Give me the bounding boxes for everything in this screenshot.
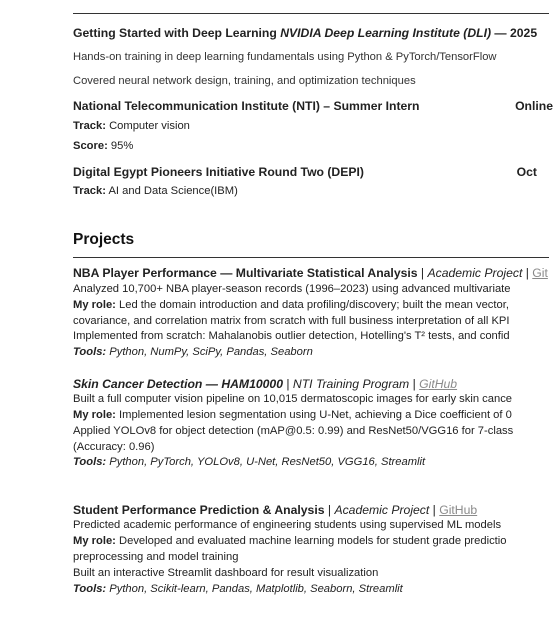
track-label: Track: <box>73 120 106 132</box>
project-title: NBA Player Performance — Multivariate Statistical Analysis <box>73 266 418 280</box>
project-description: Built a full computer vision pipeline on 10,015 dermatoscopic images for early skin cance <box>73 393 513 405</box>
project-context: Academic Project <box>427 266 523 280</box>
track-label: Track: <box>73 185 106 197</box>
cert-title: Digital Egypt Pioneers Initiative Round Two (DEPI) <box>73 165 364 179</box>
section-divider <box>73 257 549 258</box>
github-link[interactable]: Git <box>532 266 548 280</box>
cert-year: — 2025 <box>491 26 538 40</box>
project-role-continued: covariance, and correlation matrix from scratch with full business interpretation of all KPI <box>73 315 510 327</box>
project-title-line: NBA Player Performance — Multivariate Statistical Analysis | Academic Project | Git <box>73 266 548 280</box>
project-implementation: Built an interactive Streamlit dashboard for result visualization <box>73 567 379 579</box>
cert-detail: Hands-on training in deep learning fundamentals using Python & PyTorch/TensorFlow <box>73 51 497 63</box>
project-description: Analyzed 10,700+ NBA player-season records (1996–2023) using advanced multivariate <box>73 283 511 295</box>
project-tools: Tools: Python, Scikit-learn, Pandas, Matplotlib, Seaborn, Streamlit <box>73 583 403 595</box>
cert-title: Getting Started with Deep Learning <box>73 26 277 40</box>
track-value: AI and Data Science(IBM) <box>105 185 238 197</box>
project-role: My role: Developed and evaluated machine learning models for student grade predictio <box>73 535 507 547</box>
track-value: Computer vision <box>105 120 190 132</box>
project-role: My role: Implemented lesion segmentation using U-Net, achieving a Dice coefficient of 0 <box>73 409 512 421</box>
project-context: Academic Project <box>334 503 430 517</box>
project-implementation: Implemented from scratch: Mahalanobis outlier detection, Hotelling's T² tests, and confid <box>73 330 510 342</box>
github-link[interactable]: GitHub <box>439 503 478 517</box>
project-tools: Tools: Python, PyTorch, YOLOv8, U-Net, ResNet50, VGG16, Streamlit <box>73 456 426 468</box>
cert-track <box>73 120 190 132</box>
section-heading-projects: Projects <box>73 231 135 248</box>
project-title-line: Skin Cancer Detection — HAM10000 | NTI Training Program | GitHub <box>73 377 458 391</box>
cert-title-line <box>73 26 537 40</box>
project-role-continued: preprocessing and model training <box>73 551 239 563</box>
score-label: Score: <box>73 140 108 152</box>
score-value: 95% <box>107 140 134 152</box>
section-divider <box>73 13 549 14</box>
github-link[interactable]: GitHub <box>419 377 458 391</box>
project-description: Predicted academic performance of engineering students using supervised ML models <box>73 519 502 531</box>
cert-date: Oct <box>516 165 537 179</box>
project-title: Student Performance Prediction & Analysis <box>73 503 325 517</box>
cert-track <box>73 185 238 197</box>
cert-provider: NVIDIA Deep Learning Institute (DLI) <box>280 26 492 40</box>
cert-detail: Covered neural network design, training, and optimization techniques <box>73 75 416 87</box>
project-context: NTI Training Program <box>292 377 410 391</box>
cert-location: Online <box>515 99 553 113</box>
cert-score <box>73 140 133 152</box>
resume-page <box>73 0 553 625</box>
project-role: My role: Led the domain introduction and data profiling/discovery; built the mean vector, <box>73 299 509 311</box>
project-title: Skin Cancer Detection — HAM10000 <box>73 377 283 391</box>
project-implementation-continued: (Accuracy: 0.96) <box>73 441 155 453</box>
project-implementation: Applied YOLOv8 for object detection (mAP@0.5: 0.99) and ResNet50/VGG16 for 7-class <box>73 425 514 437</box>
cert-title: National Telecommunication Institute (NTI) – Summer Intern <box>73 99 420 113</box>
project-title-line: Student Performance Prediction & Analysis | Academic Project | GitHub <box>73 503 478 517</box>
project-tools: Tools: Python, NumPy, SciPy, Pandas, Seaborn <box>73 346 313 358</box>
